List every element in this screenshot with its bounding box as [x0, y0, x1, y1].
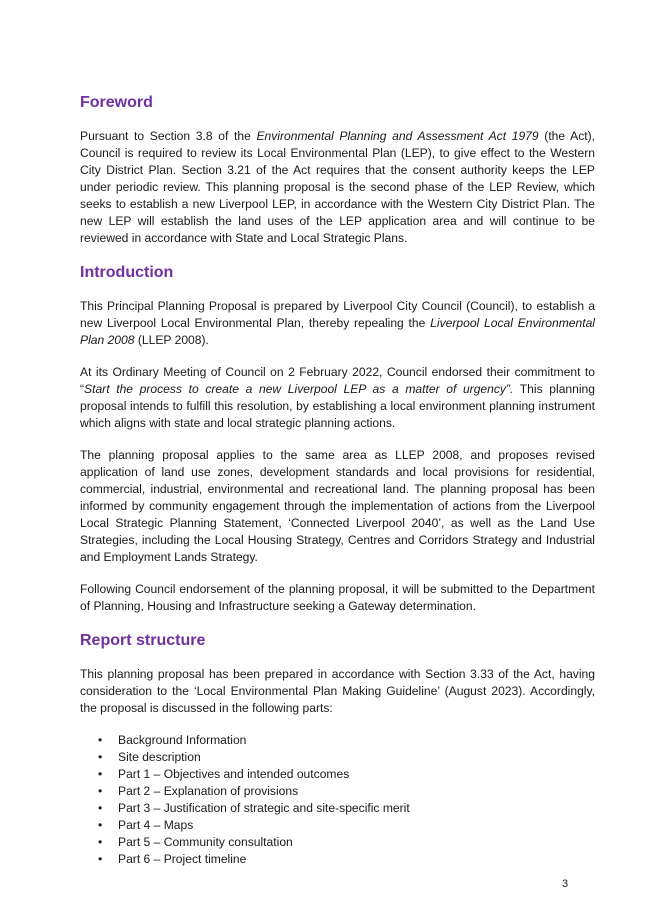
list-item-text: Part 4 – Maps [118, 818, 194, 832]
parts-list [80, 732, 595, 868]
page-number: 3 [562, 878, 569, 890]
list-item [80, 749, 595, 766]
bullet-glyph: • [98, 733, 103, 747]
report-structure-section [80, 630, 595, 868]
introduction-paragraph-3: The planning proposal applies to the same area as LLEP 2008, and proposes revised application of land use zones, development standards and local provisions for residential, commercial, industrial, environmental and recreational land. The planning proposal has been informed by community engagement through the implementation of actions from the Liverpool Local Strategic Planning Statement, ‘Connected Liverpool 2040’, as well as the Land Use Strategies, including the Local Housing Strategy, Centres and Corridors Strategy and Industrial and Employment Lands Strategy. [80, 448, 595, 564]
list-item-text: Part 3 – Justification of strategic and site-specific merit [118, 801, 410, 815]
bullet-glyph: • [98, 852, 103, 866]
list-item-text: Part 5 – Community consultation [118, 835, 293, 849]
foreword-paragraph [80, 128, 595, 247]
bullet-glyph: • [98, 818, 103, 832]
introduction-paragraph-1 [80, 298, 595, 349]
list-item [80, 800, 595, 817]
list-item [80, 732, 595, 749]
bullet-glyph: • [98, 784, 103, 798]
list-item-text: Part 2 – Explanation of provisions [118, 784, 299, 798]
list-item [80, 834, 595, 851]
report-structure-paragraph: This planning proposal has been prepared in accordance with Section 3.33 of the Act, having consideration to the ‘Local Environmental Plan Making Guideline’ (August 2023). Accordingly, the proposal is discussed in the following parts: [80, 667, 595, 715]
intro-p1-text-a: This Principal Planning Proposal is prepared by Liverpool City Council (Council), to establish a new Liverpool Local Environmental Plan, thereby repealing the [80, 299, 595, 330]
introduction-section [80, 262, 595, 615]
list-item-text: Part 6 – Project timeline [118, 852, 247, 866]
intro-p2-text-a: At its Ordinary Meeting of Council on 2 February 2022, Council endorsed their commitment to “ [80, 365, 595, 396]
report-structure-heading: Report structure [80, 632, 206, 649]
introduction-paragraph-2 [80, 364, 595, 432]
bullet-glyph: • [98, 835, 103, 849]
introduction-paragraph-4: Following Council endorsement of the planning proposal, it will be submitted to the Department of Planning, Housing and Infrastructure seeking a Gateway determination. [80, 582, 595, 613]
foreword-heading: Foreword [80, 94, 153, 111]
intro-p1-text-b: (LLEP 2008). [134, 333, 209, 347]
resolution-quote: Start the process to create a new Liverpool LEP as a matter of urgency”. [84, 382, 514, 396]
bullet-glyph: • [98, 801, 103, 815]
foreword-text-b: (the Act), Council is required to review its Local Environmental Plan (LEP), to give effect to the Western City District Plan. Section 3.21 of the Act requires that the consent authority keeps the LEP under periodic review. This planning proposal is the second phase of the LEP Review, which seeks to establish a new Liverpool LEP, in accordance with the Western City District Plan. The new LEP will establish the land uses of the LEP application area and will continue to be reviewed in accordance with State and Local Strategic Plans. [80, 129, 595, 245]
list-item [80, 783, 595, 800]
act-title: Environmental Planning and Assessment Act 1979 [256, 129, 539, 143]
list-item-text: Background Information [118, 733, 247, 747]
list-item [80, 851, 595, 868]
list-item-text: Part 1 – Objectives and intended outcomes [118, 767, 350, 781]
foreword-text-a: Pursuant to Section 3.8 of the [80, 129, 257, 143]
list-item [80, 817, 595, 834]
bullet-glyph: • [98, 767, 103, 781]
bullet-glyph: • [98, 750, 103, 764]
document-page [80, 92, 595, 870]
llep-title: Liverpool Local Environmental Plan 2008 [80, 316, 595, 347]
list-item [80, 766, 595, 783]
introduction-heading: Introduction [80, 264, 174, 281]
list-item-text: Site description [118, 750, 201, 764]
foreword-section [80, 92, 595, 247]
intro-p2-text-b: This planning proposal intends to fulfill this resolution, by establishing a local environment planning instrument which aligns with state and local strategic planning actions. [80, 382, 596, 430]
